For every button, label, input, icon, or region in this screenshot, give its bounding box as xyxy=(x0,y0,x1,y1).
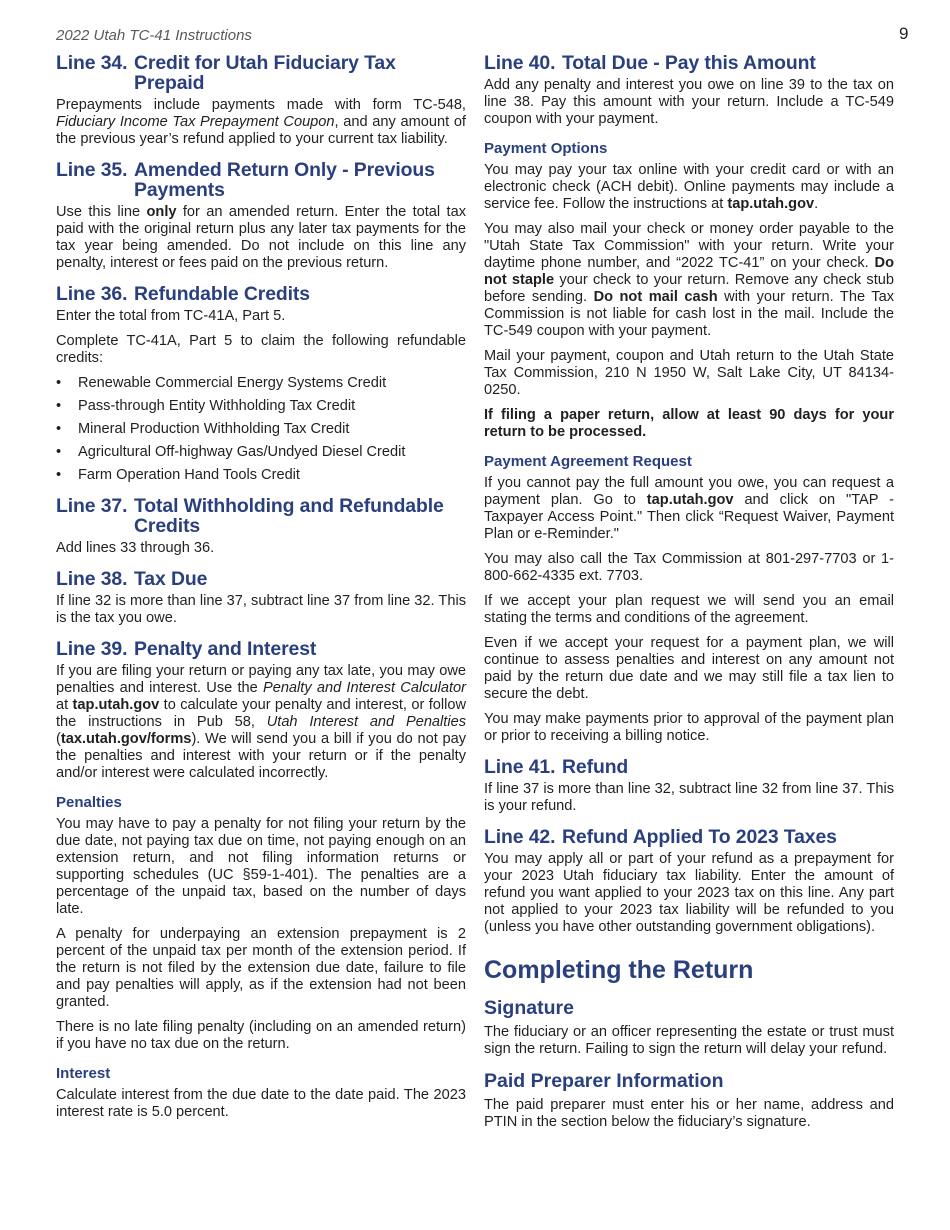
list-item-text: Renewable Commercial Energy Systems Credit xyxy=(78,375,387,391)
text: , and any amount of the previous year’s refund applied to your current tax liability. xyxy=(56,114,466,147)
list-item-text: Pass-through Entity Withholding Tax Credit xyxy=(78,398,356,414)
paragraph: The paid preparer must enter his or her name, address and PTIN in the section below the fiduciary’s signature. xyxy=(484,1097,894,1130)
text: and click on "TAP - Taxpayer Access Point." Then click “Request Waiver, Payment Plan or e-Reminder." xyxy=(484,492,894,542)
line-title: Refund xyxy=(562,756,629,778)
line-title: Total Due - Pay this Amount xyxy=(562,52,816,74)
text: If you cannot pay the full amount you owe, you can request a payment plan. Go to xyxy=(484,475,894,508)
publication-name: Utah Interest and Penalties xyxy=(266,714,467,730)
line-title: Total Withholding and Refundable Credits xyxy=(134,495,444,537)
text: . xyxy=(814,196,819,212)
bullet-icon: • xyxy=(56,444,62,460)
right-column xyxy=(484,53,894,1139)
line-39-section xyxy=(56,639,466,1121)
paragraph: Even if we accept your request for a payment plan, we will continue to assess penalties and interest on any amount not paid by the return due date and we may still file a tax lien to secure the debt. xyxy=(484,635,894,702)
line-number: Line 34. xyxy=(56,52,128,74)
line-38-heading xyxy=(56,569,466,589)
line-38-section xyxy=(56,569,466,627)
line-34-section xyxy=(56,53,466,148)
paragraph: You may also call the Tax Commission at 801-297-7703 or 1-800-662-4335 ext. 7703. xyxy=(484,551,894,584)
emphasis: only xyxy=(146,204,177,220)
line-title: Credit for Utah Fiduciary Tax Prepaid xyxy=(134,52,396,94)
website-link[interactable]: tax.utah.gov/forms xyxy=(60,731,192,747)
page-number: 9 xyxy=(899,24,909,43)
line-34-heading xyxy=(56,53,466,93)
paid-preparer-heading: Paid Preparer Information xyxy=(484,1070,724,1092)
paragraph: A penalty for underpaying an extension prepayment is 2 percent of the unpaid tax per month of the extension period. If the return is not filed by the extension due date, failure to file and pay penalties will apply, as if the extension had not been granted. xyxy=(56,926,466,1010)
bullet-icon: • xyxy=(56,467,62,483)
running-header: 2022 Utah TC-41 Instructions xyxy=(56,27,252,44)
line-42-section xyxy=(484,827,894,936)
line-41-section xyxy=(484,757,894,815)
text: ( xyxy=(56,731,61,747)
line-number: Line 35. xyxy=(56,159,128,181)
payment-options-heading: Payment Options xyxy=(484,140,608,157)
line-42-heading xyxy=(484,827,894,847)
list-item-text: Farm Operation Hand Tools Credit xyxy=(78,467,300,483)
line-number: Line 40. xyxy=(484,52,556,74)
line-40-section xyxy=(484,53,894,745)
refundable-credits-list xyxy=(56,375,466,484)
paragraph: You may have to pay a penalty for not filing your return by the due date, not paying tax due on time, not paying enough on an extension return, and not filing information returns or supporting schedules (UC §59-1-401). The penalties are a percentage of the unpaid tax, based on the number of days late. xyxy=(56,816,466,917)
paragraph: Mail your payment, coupon and Utah return to the Utah State Tax Commission, 210 N 1950 W, Salt Lake City, UT 84134-0250. xyxy=(484,348,894,398)
text: ). We will send you a bill if you do not pay the penalties and interest with your return or if the penalty and/or interest were calculated incorrectly. xyxy=(56,731,466,781)
line-40-heading xyxy=(484,53,894,73)
bullet-icon: • xyxy=(56,421,62,437)
bullet-icon: • xyxy=(56,375,62,391)
text: You may also mail your check or money order payable to the "Utah State Tax Commission" with your return. Write your daytime phone number, and “2022 TC-41” on your check. xyxy=(484,221,894,271)
paragraph xyxy=(56,663,466,782)
list-item xyxy=(56,421,466,438)
paragraph: Calculate interest from the due date to the date paid. The 2023 interest rate is 5.0 percent. xyxy=(56,1087,466,1120)
paragraph xyxy=(56,97,466,148)
text: Prepayments include payments made with form TC-548, xyxy=(56,97,466,113)
text: your check to your return. Remove any check stub before sending. xyxy=(484,272,895,305)
line-41-heading xyxy=(484,757,894,777)
line-number: Line 39. xyxy=(56,638,128,660)
website-link[interactable]: tap.utah.gov xyxy=(727,196,815,212)
paragraph: Enter the total from TC-41A, Part 5. xyxy=(56,308,286,324)
paragraph: If line 32 is more than line 37, subtract line 37 from line 32. This is the tax you owe. xyxy=(56,593,466,626)
line-36-heading xyxy=(56,284,466,304)
line-35-heading xyxy=(56,160,466,200)
form-name: Fiduciary Income Tax Prepayment Coupon xyxy=(56,114,335,130)
line-title: Refund Applied To 2023 Taxes xyxy=(562,826,837,848)
line-36-section xyxy=(56,284,466,484)
line-number: Line 41. xyxy=(484,756,556,778)
paragraph xyxy=(56,204,466,272)
text: with your return. The Tax Commission is not liable for cash lost in the mail. Include the TC-549 coupon with your payment. xyxy=(484,289,895,339)
list-item xyxy=(56,444,466,461)
paragraph xyxy=(484,221,894,340)
penalties-heading: Penalties xyxy=(56,794,122,811)
paragraph xyxy=(484,475,894,543)
paragraph: If line 37 is more than line 32, subtract line 32 from line 37. This is your refund. xyxy=(484,781,894,814)
paragraph: You may apply all or part of your refund as a prepayment for your 2023 Utah fiduciary tax liability. Enter the amount of refund you want applied to your 2023 tax on this line. Any part not applied to your 2023 tax liability will be refunded to you (unless you have other outstanding government obligations). xyxy=(484,851,894,935)
text: for an amended return. Enter the total tax paid with the original return plus any later tax payments for the tax year being amended. Do not include on this line any penalty, interest or fees paid on the previous return. xyxy=(56,204,466,271)
paragraph xyxy=(484,162,894,213)
text: You may pay your tax online with your credit card or with an electronic check (ACH debit). Online payments may include a service fee. Follow the instructions at xyxy=(484,162,894,212)
line-title: Refundable Credits xyxy=(134,283,310,305)
paragraph: Complete TC-41A, Part 5 to claim the following refundable credits: xyxy=(56,333,466,366)
website-link[interactable]: tap.utah.gov xyxy=(72,697,160,713)
emphasis: Do not staple xyxy=(484,255,894,288)
payment-agreement-heading: Payment Agreement Request xyxy=(484,453,692,470)
line-37-heading xyxy=(56,496,466,536)
left-column xyxy=(56,53,466,1129)
completing-section xyxy=(484,956,894,1131)
list-item xyxy=(56,375,466,392)
line-title: Amended Return Only - Previous Payments xyxy=(134,159,435,201)
paragraph-bold xyxy=(484,407,894,441)
line-35-section xyxy=(56,160,466,272)
text: Use this line xyxy=(56,204,147,220)
text: to calculate your penalty and interest, or follow the instructions in Pub 58, xyxy=(56,697,467,730)
list-item-text: Mineral Production Withholding Tax Credit xyxy=(78,421,350,437)
tool-name: Penalty and Interest Calculator xyxy=(262,680,466,696)
text: If you are filing your return or paying any tax late, you may owe penalties and interest. Use the xyxy=(56,663,466,696)
paragraph: Add any penalty and interest you owe on line 39 to the tax on line 38. Pay this amount with your return. Include a TC-549 coupon with your payment. xyxy=(484,77,894,127)
line-number: Line 38. xyxy=(56,568,128,590)
paragraph: You may make payments prior to approval of the payment plan or prior to receiving a billing notice. xyxy=(484,711,894,744)
line-title: Tax Due xyxy=(134,568,208,590)
list-item xyxy=(56,467,466,484)
line-number: Line 42. xyxy=(484,826,556,848)
line-number: Line 37. xyxy=(56,495,128,517)
website-link[interactable]: tap.utah.gov xyxy=(646,492,734,508)
completing-heading: Completing the Return xyxy=(484,956,754,984)
paragraph: If we accept your plan request we will send you an email stating the terms and conditions of the agreement. xyxy=(484,593,894,626)
line-37-section xyxy=(56,496,466,557)
line-39-heading xyxy=(56,639,466,659)
paragraph: The fiduciary or an officer representing the estate or trust must sign the return. Failing to sign the return will delay your refund. xyxy=(484,1024,894,1057)
list-item-text: Agricultural Off-highway Gas/Undyed Diesel Credit xyxy=(78,444,406,460)
paragraph: There is no late filing penalty (including on an amended return) if you have no tax due on the return. xyxy=(56,1019,466,1052)
line-title: Penalty and Interest xyxy=(134,638,317,660)
emphasis: If filing a paper return, allow at least 90 days for your return to be processed. xyxy=(484,407,894,440)
text: at xyxy=(56,697,73,713)
signature-heading: Signature xyxy=(484,997,574,1019)
list-item xyxy=(56,398,466,415)
bullet-icon: • xyxy=(56,398,62,414)
paragraph: Add lines 33 through 36. xyxy=(56,540,215,556)
interest-heading: Interest xyxy=(56,1065,111,1082)
emphasis: Do not mail cash xyxy=(593,289,718,305)
line-number: Line 36. xyxy=(56,283,128,305)
